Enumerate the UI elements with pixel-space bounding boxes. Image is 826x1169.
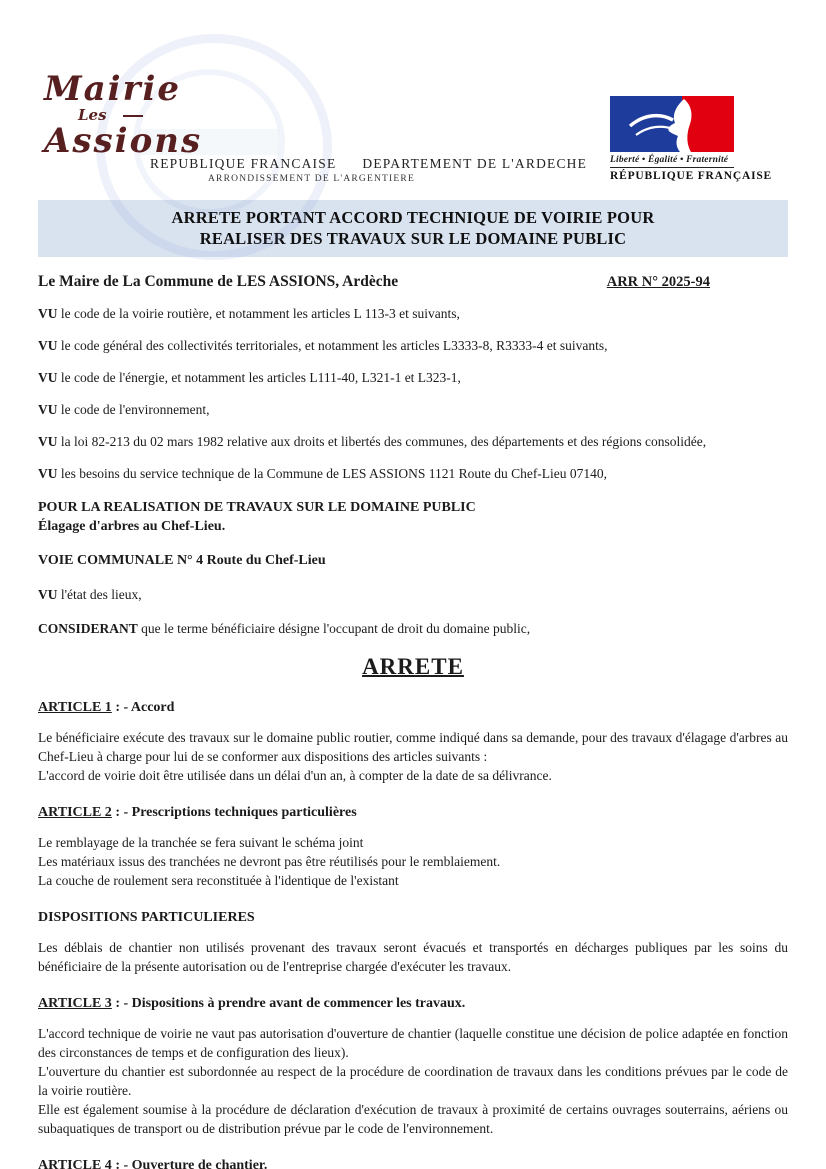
arrete-number: ARR N° 2025-94: [606, 274, 710, 290]
vu-lead: VU: [38, 370, 58, 385]
vu-text: les besoins du service technique de la Commune de LES ASSIONS 1121 Route du Chef-Lieu 07140,: [57, 466, 608, 481]
departement-label: DEPARTEMENT DE L'ARDECHE: [362, 156, 588, 171]
vu-lead: VU: [38, 306, 58, 321]
vu-paragraph: [38, 464, 788, 483]
marianne-republic-name: RÉPUBLIQUE FRANÇAISE: [610, 167, 734, 182]
republique-francaise-label: REPUBLIQUE FRANCAISE: [150, 156, 337, 171]
title-banner-line2: REALISER DES TRAVAUX SUR LE DOMAINE PUBLIC: [199, 229, 627, 248]
vu-text: le code de l'énergie, et notamment les articles L111-40, L321-1 et L323-1,: [57, 370, 461, 385]
article-1-heading: [38, 700, 788, 716]
marianne-logo: [610, 96, 773, 182]
article-2-line3: La couche de roulement sera reconstituée à l'identique de l'existant: [38, 873, 399, 888]
article-3-number: ARTICLE 3: [38, 996, 112, 1011]
vu-paragraph: [38, 368, 788, 387]
article-4-title: : - Ouverture de chantier.: [111, 1158, 268, 1169]
purpose-line2: Élagage d'arbres au Chef-Lieu.: [38, 519, 226, 534]
article-3-body1: L'accord technique de voirie ne vaut pas autorisation d'ouverture de chantier (laquelle constitue une décision de police adaptée en fonction des circonstances de temps et de configuration des lieux).: [38, 1026, 788, 1060]
marianne-motto: Liberté • Égalité • Fraternité: [610, 155, 729, 165]
mairie-logo-line1: Mairie: [44, 69, 182, 109]
article-1-number: ARTICLE 1: [38, 700, 112, 715]
purpose-line1: POUR LA REALISATION DE TRAVAUX SUR LE DOMAINE PUBLIC: [38, 500, 476, 515]
article-2-line2: Les matériaux issus des tranchées ne devront pas être réutilisés pour le remblaiement.: [38, 854, 501, 869]
mairie-logo-dash: [123, 115, 143, 117]
article-4-number: ARTICLE 4: [38, 1158, 112, 1169]
title-banner-line1: ARRETE PORTANT ACCORD TECHNIQUE DE VOIRIE POUR: [171, 208, 655, 227]
vu-text: le code général des collectivités territoriales, et notamment les articles L3333-8, R3333-4 et suivants,: [57, 338, 608, 353]
vu-paragraph: [38, 336, 788, 355]
article-2-number: ARTICLE 2: [38, 805, 112, 820]
article-2-line1: Le remblayage de la tranchée se fera suivant le schéma joint: [38, 835, 364, 850]
vu-paragraph: [38, 432, 788, 451]
mairie-logo-line3: Assions: [44, 121, 203, 161]
vu-lead: VU: [38, 338, 58, 353]
document-header: [38, 0, 788, 200]
vu-paragraph: [38, 304, 788, 323]
vu-text: la loi 82-213 du 02 mars 1982 relative aux droits et libertés des communes, des départements et des régions consolidée,: [57, 434, 707, 449]
marianne-flag-icon: [610, 96, 734, 152]
vu-etat-paragraph: [38, 585, 788, 604]
vu-text: le code de la voirie routière, et notamment les articles L 113-3 et suivants,: [57, 306, 460, 321]
vu-text: l'état des lieux,: [57, 587, 142, 602]
voie-communale-line: VOIE COMMUNALE N° 4 Route du Chef-Lieu: [38, 553, 326, 568]
vu-lead: VU: [38, 587, 58, 602]
dispositions-heading: DISPOSITIONS PARTICULIERES: [38, 910, 255, 925]
vu-paragraph: [38, 400, 788, 419]
article-2-heading: [38, 805, 788, 821]
article-1-title: : - Accord: [111, 700, 175, 715]
article-1-body2: L'accord de voirie doit être utilisée dans un délai d'un an, à compter de la date de sa délivrance.: [38, 768, 552, 783]
vu-lead: VU: [38, 402, 58, 417]
vu-lead: VU: [38, 434, 58, 449]
article-3-heading: [38, 996, 788, 1012]
article-3-body3: Elle est également soumise à la procédure de déclaration d'exécution de travaux à proximité de certains ouvrages souterrains, aériens ou subaquatiques de transport ou de distribution prévue par le code de l'environnement.: [38, 1102, 788, 1136]
article-1-body: Le bénéficiaire exécute des travaux sur le domaine public routier, comme indiqué dans sa demande, pour des travaux d'élagage d'arbres au Chef-Lieu à charge pour lui de se conformer aux dispositions des articles suivants :: [38, 730, 788, 764]
considerant-text: que le terme bénéficiaire désigne l'occupant de droit du domaine public,: [137, 621, 531, 636]
purpose-block: [38, 498, 788, 536]
gov-line-1: [150, 156, 587, 172]
maire-heading: Le Maire de La Commune de LES ASSIONS, Ardèche: [38, 273, 399, 290]
arrete-heading: ARRETE: [362, 654, 464, 679]
article-2-title: : - Prescriptions techniques particulières: [111, 805, 357, 820]
arrondissement-label: ARRONDISSEMENT DE L'ARGENTIERE: [208, 174, 415, 184]
considerant-paragraph: [38, 619, 788, 638]
article-3-body2: L'ouverture du chantier est subordonnée au respect de la procédure de coordination de travaux dans les conditions prévues par le code de la voirie routière.: [38, 1064, 788, 1098]
mairie-logo: [44, 69, 203, 161]
vu-lead: VU: [38, 466, 58, 481]
article-4-heading: [38, 1158, 788, 1169]
considerant-lead: CONSIDERANT: [38, 621, 138, 636]
article-3-title: : - Dispositions à prendre avant de commencer les travaux.: [111, 996, 466, 1011]
dispositions-body: Les déblais de chantier non utilisés provenant des travaux seront évacués et transportés en décharges publiques par les soins du bénéficiaire de la présente autorisation ou de l'entreprise chargée d'exécuter les travaux.: [38, 940, 788, 974]
gov-lines: [150, 156, 587, 184]
vu-text: le code de l'environnement,: [57, 402, 210, 417]
mairie-logo-line2: Les: [78, 106, 107, 124]
subject-row: [38, 273, 788, 291]
